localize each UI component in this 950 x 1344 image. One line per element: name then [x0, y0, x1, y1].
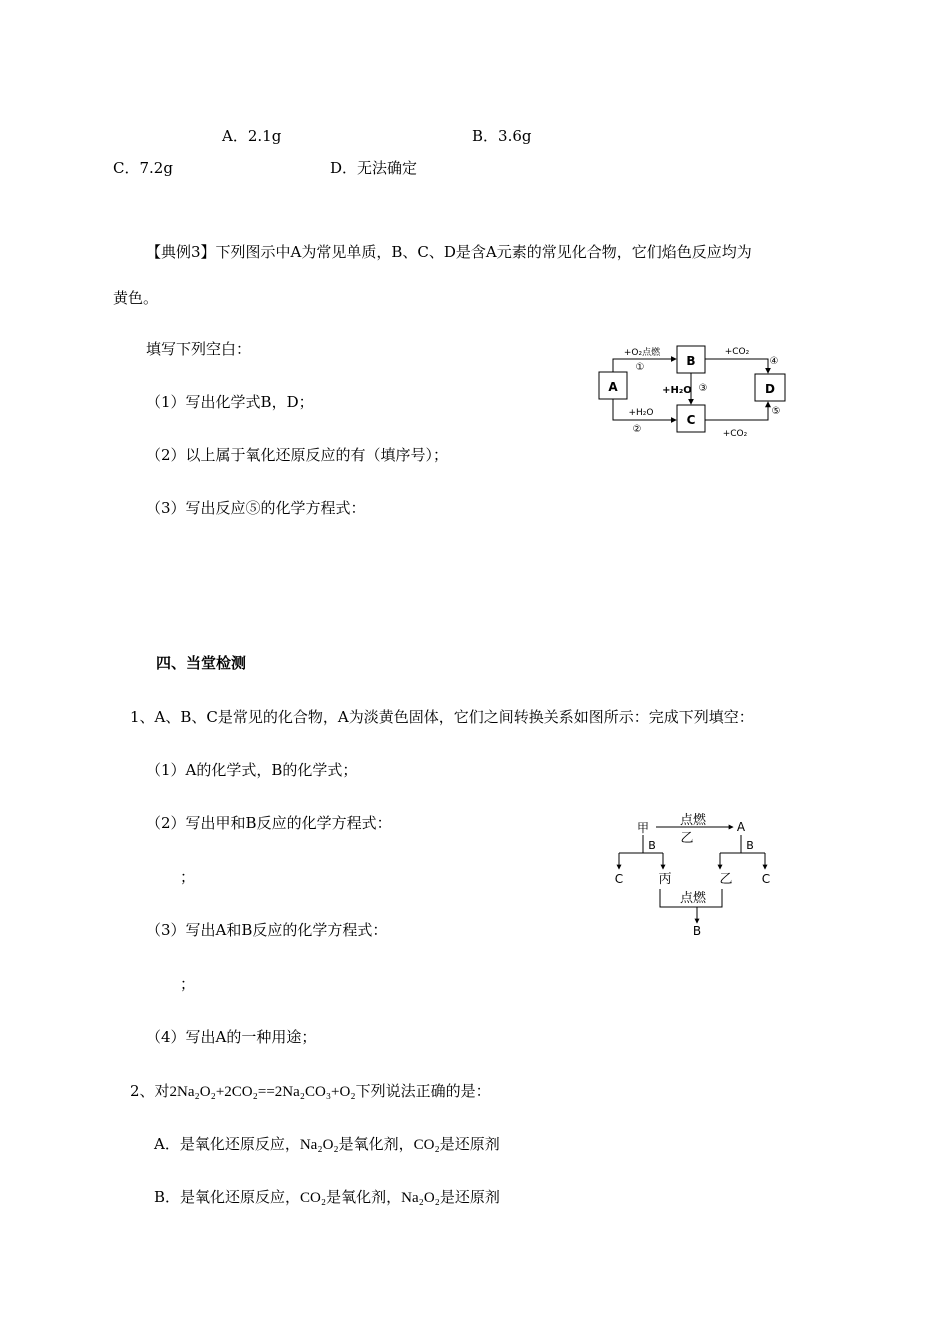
section-heading: 四、当堂检测: [156, 654, 247, 672]
arrow-b-to-d: [705, 359, 768, 373]
c-left-label: C: [614, 872, 624, 886]
jia-label: 甲: [636, 821, 650, 835]
b-bottom-label: B: [692, 924, 702, 938]
option-a-substance-1: Na₂O₂: [299, 1137, 339, 1153]
option-d: D．无法确定: [330, 159, 418, 177]
problem1-question-2: （2）写出甲和B反应的化学方程式：: [146, 814, 392, 832]
arrow-c-to-d: [705, 402, 768, 420]
reaction-diagram-abcd: [590, 335, 800, 445]
problem1-question-3-blank: ；: [180, 975, 196, 993]
reaction-4-number: ④: [769, 356, 779, 367]
example3-intro-line2: 黄色。: [113, 289, 159, 307]
problem2-option-a: [154, 1135, 500, 1154]
problem1-intro: 1、A、B、C是常见的化合物，A为淡黄色固体，它们之间转换关系如图所示：完成下列填空：: [130, 708, 754, 726]
arrow-a-to-b: [613, 359, 676, 372]
option-b-substance-1: CO₂: [300, 1190, 327, 1206]
node-a: A: [608, 380, 618, 394]
transformation-diagram: [600, 805, 790, 940]
node-d: D: [765, 382, 775, 396]
reaction-1-label: +O₂点燃: [623, 348, 661, 358]
option-b: B．3.6g: [472, 127, 532, 145]
reaction-5-number: ⑤: [771, 406, 781, 417]
option-a: A．2.1g: [222, 127, 282, 145]
example3-question-3: （3）写出反应⑤的化学方程式：: [146, 499, 366, 517]
problem1-question-1: （1）A的化学式，B的化学式；: [146, 761, 358, 779]
example3-fill-prompt: 填写下列空白：: [146, 340, 252, 358]
problem2-equation: 2Na₂O₂+2CO₂==2Na₂CO₃+O₂: [169, 1084, 356, 1100]
reaction-2-number: ②: [632, 424, 642, 435]
bing-label: 丙: [658, 872, 672, 887]
example3-question-1: （1）写出化学式B，D；: [146, 393, 314, 411]
option-b-end: 是还原剂: [439, 1188, 500, 1206]
problem2-option-b: [154, 1188, 500, 1207]
problem2-suffix: 下列说法正确的是：: [355, 1082, 491, 1100]
reaction-2-label: +H₂O: [628, 408, 654, 418]
b-left-label: B: [648, 839, 656, 852]
problem1-question-4: （4）写出A的一种用途；: [146, 1028, 317, 1046]
yi-top-label: 乙: [680, 831, 694, 846]
reaction-3-number: ③: [698, 383, 708, 394]
option-b-prefix: B．是氧化还原反应，: [154, 1188, 301, 1206]
option-b-middle: 是氧化剂，: [326, 1188, 402, 1206]
problem1-question-2-blank: ；: [180, 868, 196, 886]
c-right-label: C: [761, 872, 771, 886]
option-c: C．7.2g: [113, 159, 173, 177]
option-b-substance-2: Na₂O₂: [401, 1190, 440, 1206]
reaction-1-number: ①: [635, 362, 645, 373]
problem2-prefix: 2、对: [130, 1082, 170, 1100]
node-b: B: [686, 354, 696, 368]
a-node-label: A: [736, 820, 746, 834]
option-a-middle: 是氧化剂，: [338, 1135, 414, 1153]
top-condition-label: 点燃: [679, 813, 707, 828]
reaction-3-label: +H₂O: [662, 385, 692, 396]
problem2-stem: [130, 1082, 491, 1101]
option-a-end: 是还原剂: [439, 1135, 500, 1153]
option-a-substance-2: CO₂: [413, 1137, 440, 1153]
bottom-condition-label: 点燃: [679, 891, 707, 906]
example3-intro-line1: 【典例3】下列图示中A为常见单质，B、C、D是含A元素的常见化合物，它们焰色反应均为: [146, 243, 752, 261]
node-c: C: [686, 413, 696, 427]
reaction-5-label: +CO₂: [722, 429, 748, 439]
reaction-4-label: +CO₂: [724, 347, 750, 357]
yi-bottom-label: 乙: [719, 872, 733, 887]
example3-question-2: （2）以上属于氧化还原反应的有（填序号）；: [146, 446, 449, 464]
problem1-question-3: （3）写出A和B反应的化学方程式：: [146, 921, 388, 939]
b-right-label: B: [746, 839, 754, 852]
option-a-prefix: A．是氧化还原反应，: [154, 1135, 300, 1153]
